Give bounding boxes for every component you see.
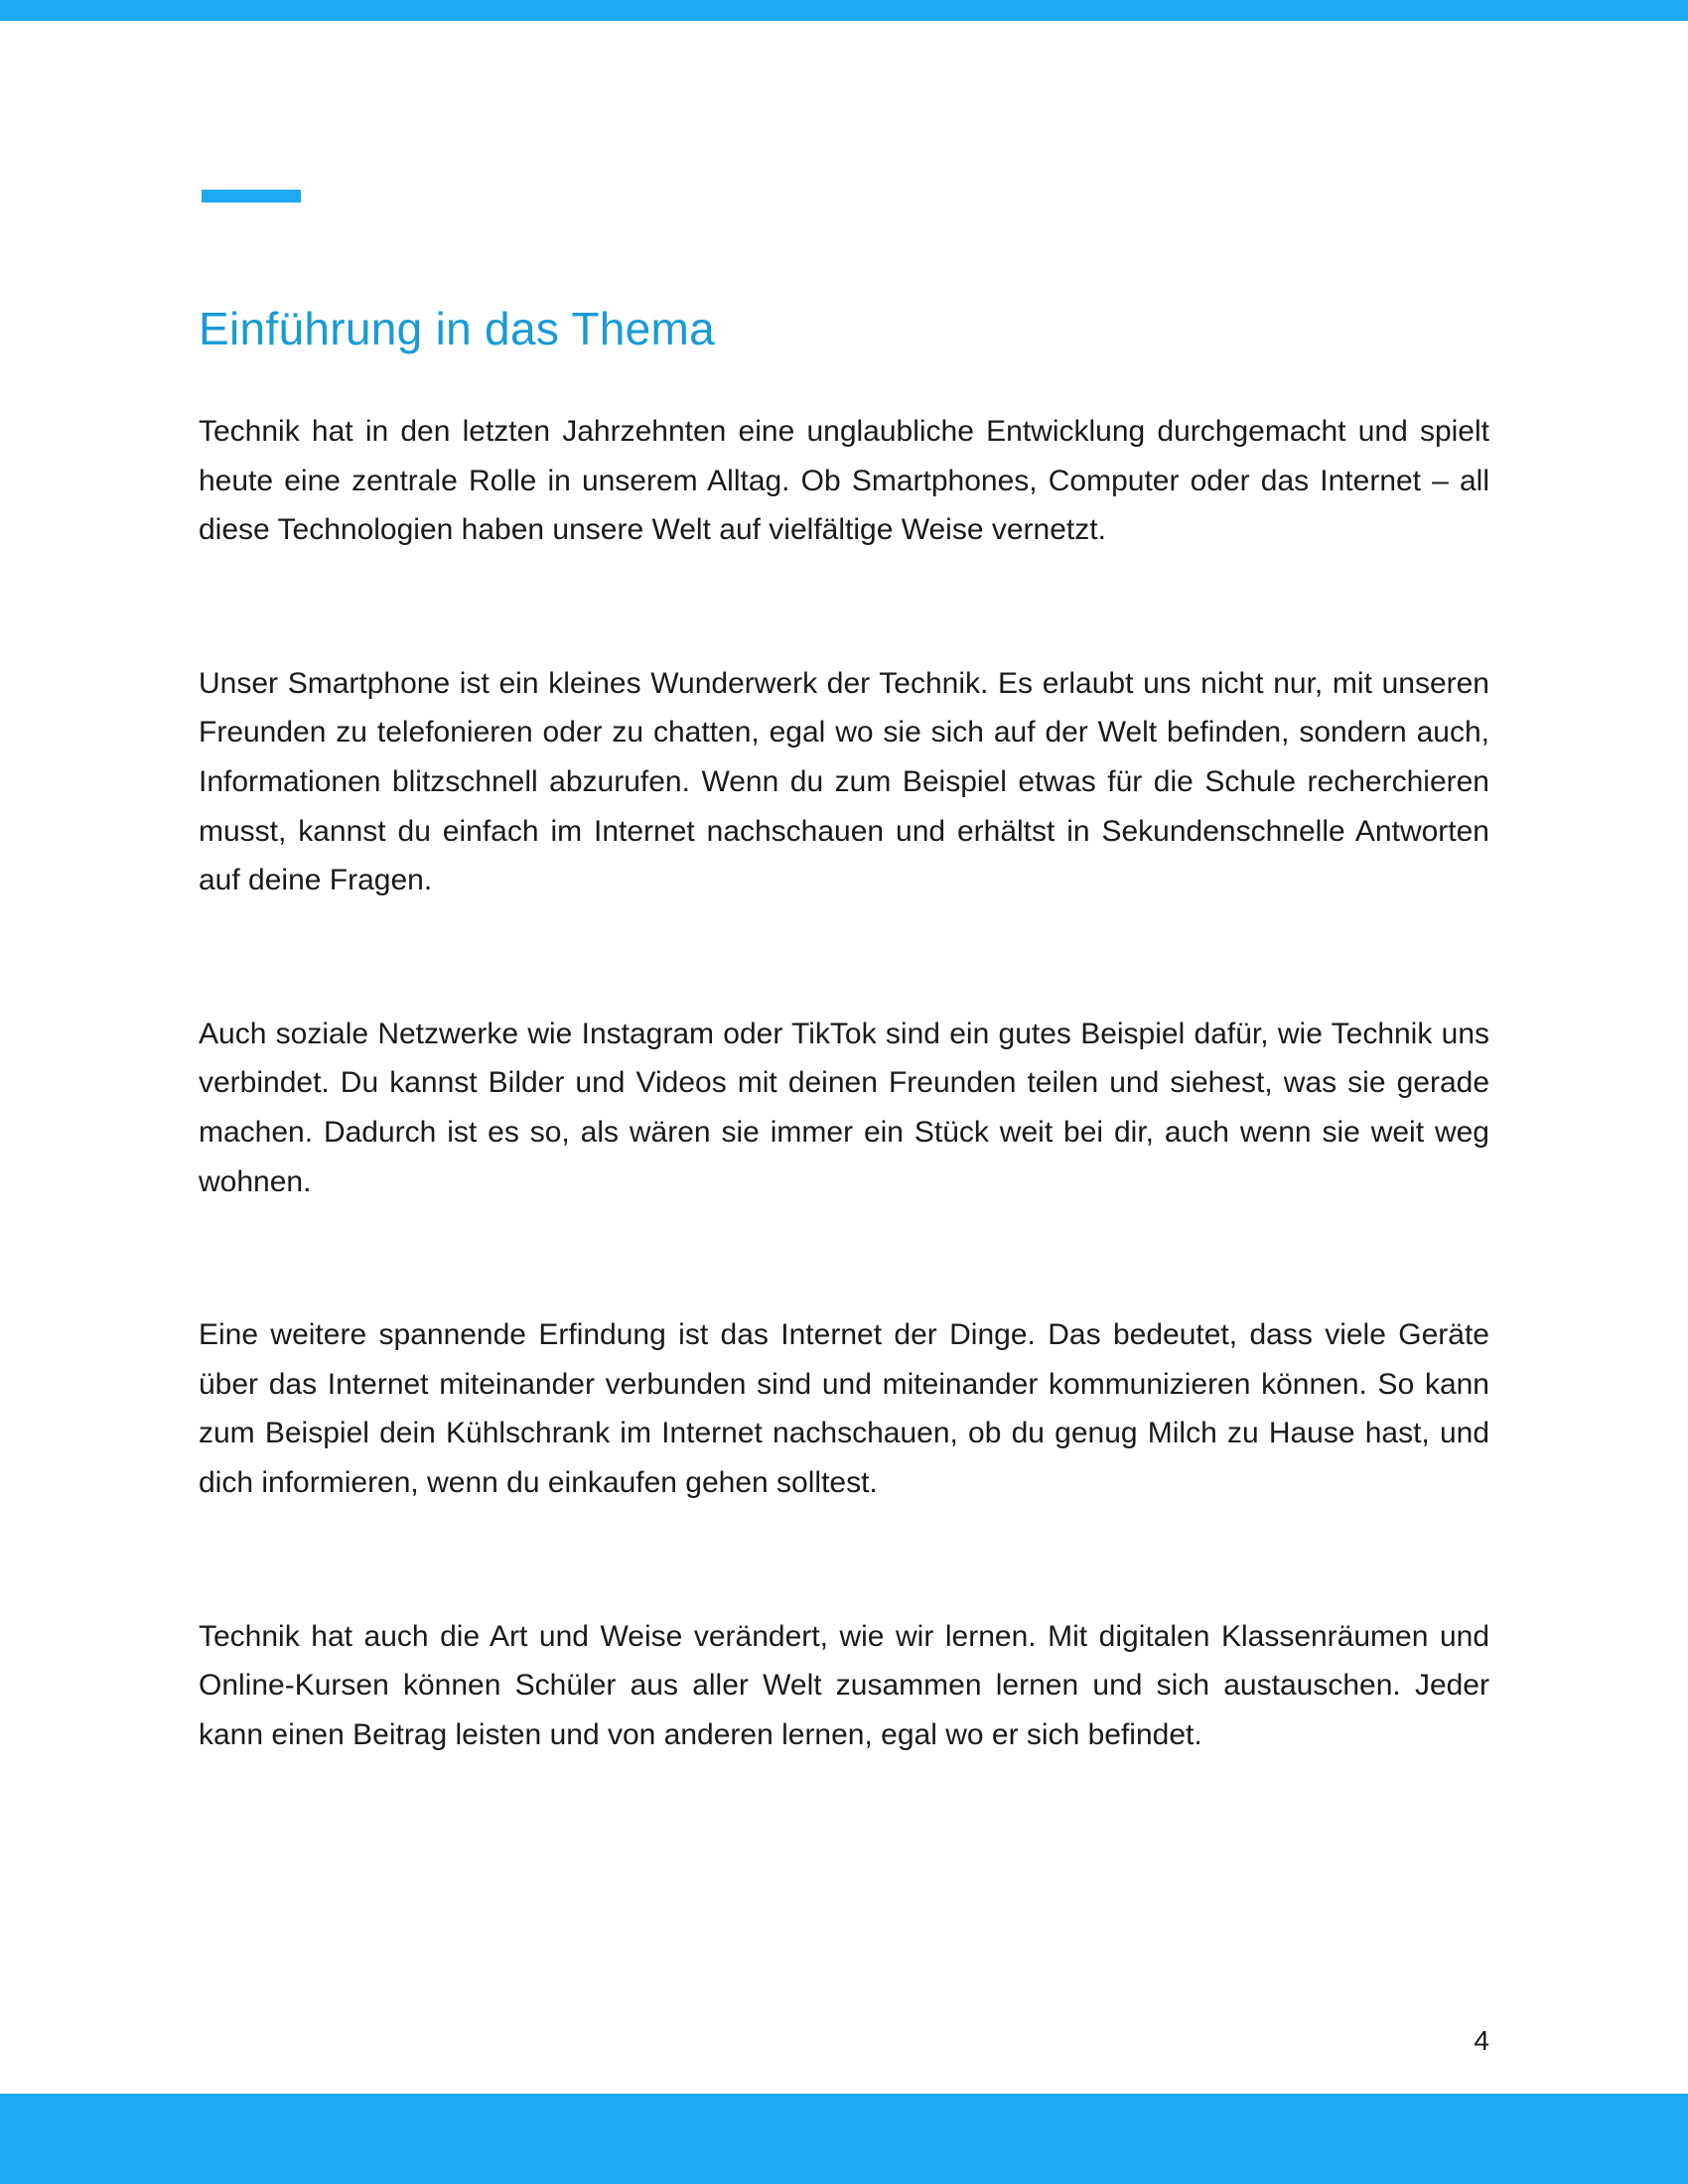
bottom-accent-band [0, 2094, 1688, 2184]
paragraph-4: Eine weitere spannende Erfindung ist das Internet der Dinge. Das bedeutet, dass viele Geräte über das Internet miteinander verbunden sind und miteinander kommunizieren können. So kann zum Beispiel dein Kühlschrank im Internet nachschauen, ob du genug Milch zu Hause hast, und dich informieren, wenn du einkaufen gehen solltest. [199, 1318, 1489, 1499]
document-body [199, 294, 1489, 1863]
paragraph-3: Auch soziale Netzwerke wie Instagram oder TikTok sind ein gutes Beispiel dafür, wie Technik uns verbindet. Du kannst Bilder und Videos mit deinen Freunden teilen und siehest, was sie gerade machen. Dadurch ist es so, als wären sie immer ein Stück weit bei dir, auch wenn sie weit weg wohnen. [199, 1017, 1489, 1198]
paragraph-5: Technik hat auch die Art und Weise verändert, wie wir lernen. Mit digitalen Klassenräumen und Online-Kursen können Schüler aus aller Welt zusammen lernen und sich austauschen. Jeder kann einen Beitrag leisten und von anderen lernen, egal wo er sich befindet. [199, 1619, 1489, 1751]
page-title: Einführung in das Thema [199, 303, 716, 354]
paragraph-1: Technik hat in den letzten Jahrzehnten eine unglaubliche Entwicklung durchgemacht und spielt heute eine zentrale Rolle in unserem Alltag. Ob Smartphones, Computer oder das Internet – all diese Technologien haben unsere Welt auf vielfältige Weise vernetzt. [199, 415, 1489, 547]
top-accent-band [0, 0, 1688, 21]
heading-accent-bar [202, 190, 301, 203]
paragraph-2: Unser Smartphone ist ein kleines Wunderwerk der Technik. Es erlaubt uns nicht nur, mit unseren Freunden zu telefonieren oder zu chatten, egal wo sie sich auf der Welt befinden, sondern auch, Informationen blitzschnell abzurufen. Wenn du zum Beispiel etwas für die Schule recherchieren musst, kannst du einfach im Internet nachschauen und erhältst in Sekundenschnelle Antworten auf deine Fragen. [199, 666, 1489, 897]
page-number: 4 [1474, 2025, 1489, 2056]
